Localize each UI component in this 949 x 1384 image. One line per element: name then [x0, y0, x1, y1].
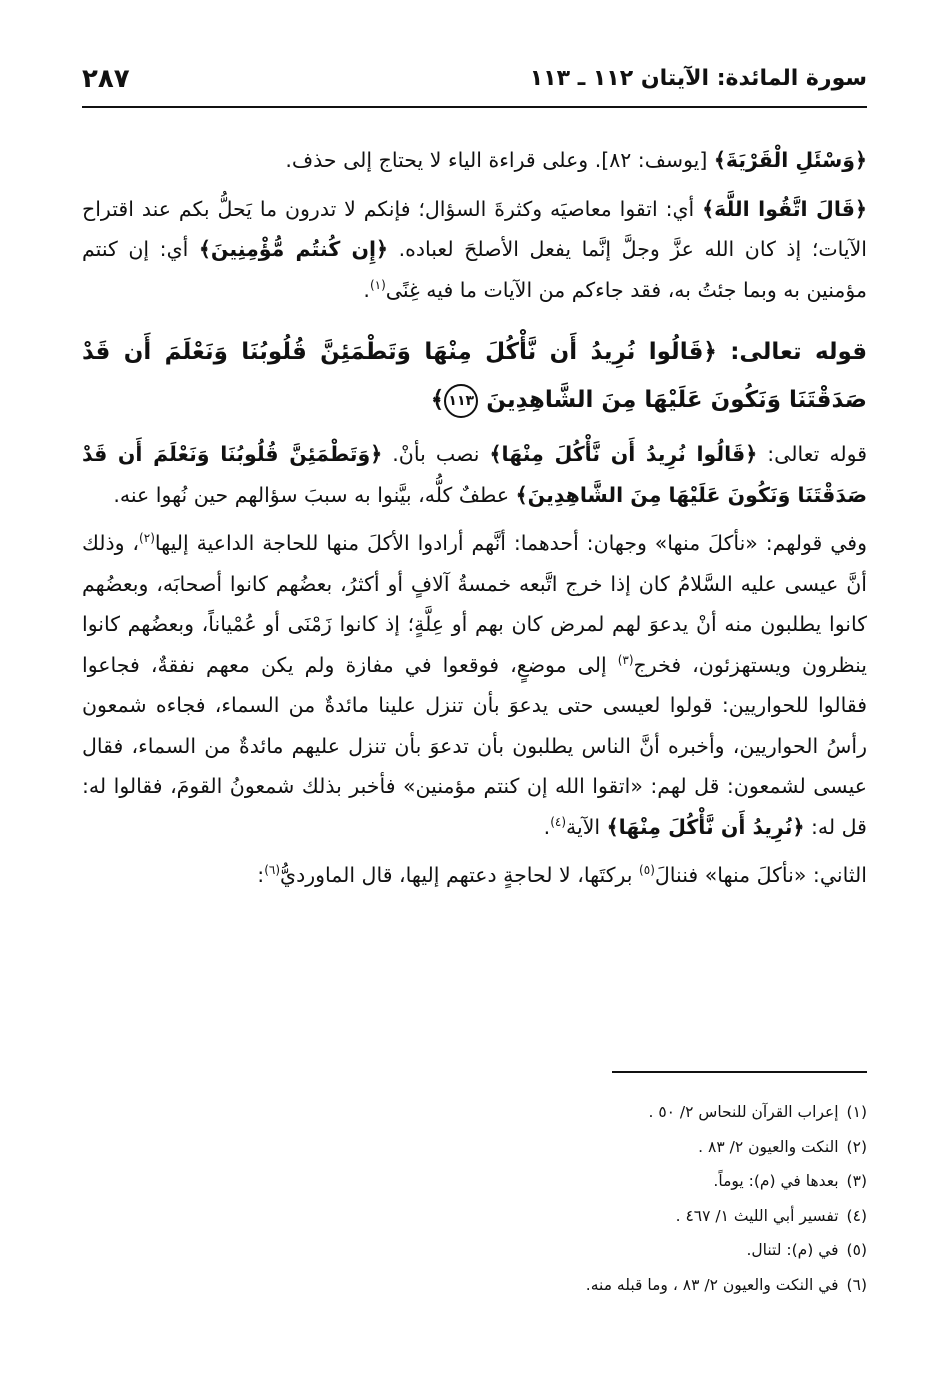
verse-bracket: ﴾ — [430, 387, 445, 413]
verse-heading — [82, 328, 867, 424]
paragraph-2 — [82, 189, 867, 311]
footnote-number: (١) — [846, 1103, 867, 1121]
paragraph-text: ، وذلك أنَّ عيسى عليه السَّلامُ كان إذا خرج اتَّبعه خمسةُ آلافٍ أو أكثرُ، بعضُهم كانوا أصحابَه، وبعضُهم كانوا يطلبون منه أنْ يدعوَ لهم لمرض كان بهم أو عِلَّةٍ؛ إذ كانوا زَمْنَى أو عُمْياناً، وبعضُهم كانوا ينظرون ويستهزئون، فخرج — [82, 531, 867, 677]
paragraph-text: إلى موضعٍ، فوقعوا في مفازة ولم يكن معهم نفقةٌ، فجاعوا فقالوا للحواريين: قولوا لعيسى حتى يدعوَ بأن تنزل علينا مائدةٌ من السماء، فجاءه شمعون رأسُ الحواريين، وأخبره أنَّ الناس يطلبون بأن تدعوَ بأن تنزل عليهم مائدةٌ من السماء، فقال عيسى لشمعون: قل لهم: «اتقوا الله إن كنتم مؤمنين» فأخبر بذلك شمعونُ القومَ، فقالوا له: قل له: — [82, 652, 867, 839]
paragraph-text: الآية — [566, 814, 607, 839]
footnote-item — [82, 1268, 867, 1303]
quran-verse: ﴿قَالَ اتَّقُوا اللَّهَ﴾ — [702, 196, 867, 221]
footnote-text: تفسير أبي الليث ١/ ٤٦٧ . — [675, 1206, 839, 1225]
ayah-number-icon: ١١٣ — [444, 384, 478, 418]
paragraph-text: نصب بأنْ. — [382, 442, 490, 466]
footnote-ref: (٣) — [617, 652, 634, 667]
footnote-text: النكت والعيون ٢/ ٨٣ . — [698, 1137, 839, 1156]
surah-title: سورة المائدة: الآيتان ١١٢ ـ ١١٣ — [529, 66, 867, 91]
quran-verse: ﴿إِن كُنتُم مُّؤْمِنِينَ﴾ — [198, 237, 389, 261]
paragraph-text: قوله تعالى: — [757, 442, 868, 466]
main-text — [82, 140, 867, 896]
paragraph-text: [يوسف: ٨٢]. وعلى قراءة الياء لا يحتاج إلى حذف. — [285, 148, 714, 172]
footnote-text: في (م): لتنال. — [746, 1241, 839, 1259]
paragraph-text: بركتَها، لا لحاجةٍ دعتهم إليها، قال الماورديُّ — [280, 863, 640, 887]
footnote-text: في النكت والعيون ٢/ ٨٣ ، وما قبله منه. — [585, 1275, 839, 1294]
footnote-ref: (١) — [369, 277, 386, 292]
quran-verse: ﴿نُرِيدُ أَن نَّأْكُلَ مِنْهَا﴾ — [606, 814, 805, 839]
footnote-ref: (٤) — [550, 814, 567, 829]
paragraph-5 — [82, 855, 867, 896]
footnote-text: إعراب القرآن للنحاس ٢/ ٥٠ . — [648, 1103, 839, 1121]
footnote-item — [82, 1233, 867, 1268]
footnote-number: (٢) — [846, 1137, 867, 1156]
paragraph-text: عطفٌ كلُّه، بيَّنوا به سببَ سؤالهم حين نُهوا عنه. — [113, 482, 516, 507]
footnote-ref: (٥) — [639, 863, 655, 878]
footnote-number: (٣) — [846, 1172, 867, 1190]
footnote-text: بعدها في (م): يوماً. — [713, 1172, 839, 1190]
footnote-number: (٥) — [846, 1241, 867, 1259]
paragraph-4 — [82, 523, 867, 847]
paragraph-text: أي: اتقوا معاصيَه وكثرةَ السؤال؛ فإنكم لا تدرون ما يَحلُّ بكم عند اقتراح الآيات؛ إذ كان الله عزَّ وجلَّ إنَّما يفعل الأصلحَ لعباده. — [82, 196, 867, 261]
footnote-divider — [612, 1071, 867, 1073]
footnote-ref: (٦) — [264, 863, 281, 878]
paragraph-3 — [82, 434, 867, 515]
paragraph-1 — [82, 140, 867, 181]
footnote-item — [82, 1095, 867, 1130]
quran-verse: ﴿قَالُوا نُرِيدُ أَن نَّأْكُلَ مِنْهَا﴾ — [489, 442, 758, 466]
paragraph-text: . — [363, 277, 370, 302]
paragraph-text: أي: إن كنتم مؤمنين به وبما جئتُ به، فقد جاءكم من الآيات ما فيه غِنًى — [82, 237, 867, 302]
footnote-number: (٦) — [846, 1275, 867, 1294]
footnote-ref: (٢) — [139, 531, 155, 546]
footnotes — [82, 1095, 867, 1302]
paragraph-text: الثاني: «نأكلَ منها» فننالَ — [654, 863, 867, 887]
paragraph-text: : — [257, 863, 265, 887]
quran-verse: ﴿وَتَطْمَئِنَّ قُلُوبُنَا وَنَعْلَمَ أَن قَدْ صَدَقْتَنَا وَنَكُونَ عَلَيْهَا مِنَ الشَّاهِدِينَ﴾ — [82, 442, 867, 507]
page-header — [82, 62, 867, 108]
footnote-number: (٤) — [846, 1206, 867, 1225]
heading-label: قوله تعالى: — [716, 339, 868, 365]
page-number: ٢٨٧ — [82, 64, 130, 94]
quran-verse: ﴿قَالُوا نُرِيدُ أَن نَّأْكُلَ مِنْهَا وَتَطْمَئِنَّ قُلُوبُنَا وَنَعْلَمَ أَن قَدْ صَدَقْتَنَا وَنَكُونَ عَلَيْهَا مِنَ الشَّاهِدِينَ — [82, 339, 867, 413]
footnote-item — [82, 1199, 867, 1234]
paragraph-text: . — [543, 814, 551, 839]
quran-verse: ﴿وَسْئَلِ الْقَرْيَةَ﴾ — [713, 148, 867, 172]
footnote-item — [82, 1130, 867, 1165]
paragraph-text: وفي قولهم: «نأكلَ منها» وجهان: أحدهما: أنَّهم أرادوا الأكلَ منها للحاجة الداعية إليها — [154, 531, 867, 555]
footnote-item — [82, 1164, 867, 1199]
